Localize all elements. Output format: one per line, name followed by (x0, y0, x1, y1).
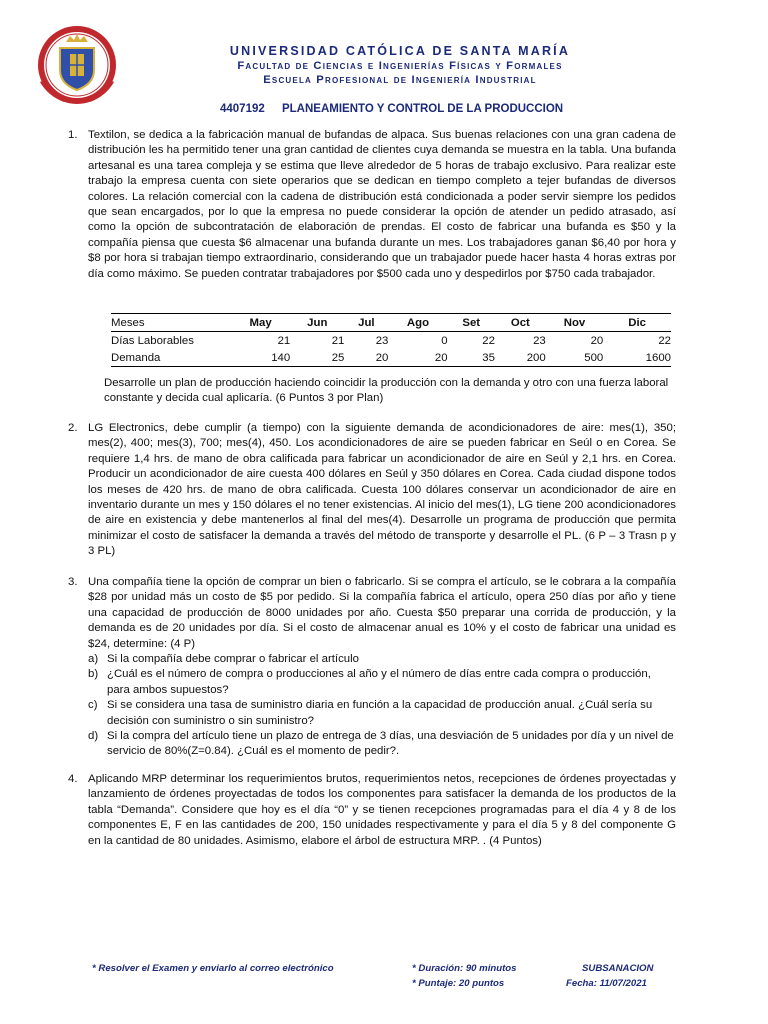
table-cell: 200 (495, 349, 546, 367)
footer-duration: * Duración: 90 minutos (412, 963, 517, 974)
table-cell: 21 (331, 334, 345, 347)
sub-item (88, 652, 676, 667)
question-number: 2. (68, 422, 78, 434)
question-2 (68, 421, 676, 560)
school-name: Escuela Profesional de Ingeniería Industrial (263, 74, 537, 86)
sub-item-label: b) (88, 668, 99, 681)
table-cell: 25 (290, 349, 344, 367)
question-1-instruction (104, 376, 676, 407)
sub-item-label: a) (88, 653, 99, 666)
instruction-text: Desarrolle un plan de producción haciendo coincidir la producción con la demanda y otro con una fuerza laboral constante y decida cual aplicaría. (6 Puntos 3 por Plan) (104, 377, 669, 405)
question-number: 3. (68, 576, 78, 588)
demand-table (111, 313, 671, 367)
question-4 (68, 772, 676, 849)
university-seal-icon (36, 24, 118, 106)
month-cell: Nov (546, 314, 604, 332)
question-3 (68, 575, 676, 760)
table-row (111, 332, 671, 350)
sub-item (88, 698, 676, 729)
question-1 (68, 128, 676, 282)
question-number: 4. (68, 773, 78, 785)
sub-item-text: ¿Cuál es el número de compra o producciones al año y el número de días entre cada compra o producción, para ambos supuestos? (107, 668, 651, 696)
month-cell: Set (448, 314, 495, 332)
table-header-row (111, 314, 671, 332)
question-text: Textilon, se dedica a la fabricación manual de bufandas de alpaca. Sus buenas relaciones con una gran cadena de distribución les ha permitido tener una gran cantidad de clientes cuya demanda se muestra en la tabla. Una bufanda artesanal es una tarea compleja y se estima que lleve alrededor de 5 horas de trabajo exclusivo. Para realizar este trabajo la empresa cuenta con siete operarios que se dedican en tiempo completo a tejer bufandas de diversos colores. La relación comercial con la cadena de distribución está condicionada a poder servir siempre los pedidos que sean encargados, por lo que la empresa no puede considerar la opción de atender un pedido atrasado, así como la opción de subcontratación de elaboración de prendas. El costo de fabricar una bufanda es $50 y la compañía piensa que cuesta $6 almacenar una bufanda durante un mes. Los trabajadores ganan $6,40 por hora y $8 por hora si trabajan tiempo extraordinario, considerando que un trabajador puede hacer hasta 4 horas extras por día como máximo. Se pueden contratar trabajadores por $500 cada uno y despedirlos por $750 cada trabajador. (88, 129, 676, 280)
table-cell: 35 (448, 349, 495, 367)
table-header-label: Meses (111, 314, 231, 332)
month-cell: Jul (344, 314, 388, 332)
footer-exam-type: SUBSANACION (582, 963, 654, 974)
course-title (220, 103, 640, 115)
question-text: LG Electronics, debe cumplir (a tiempo) con la siguiente demanda de acondicionadores de aire: mes(1), 350; mes(2), 400; mes(3), 700; mes(4), 450. Los acondicionadores de aire se pueden fabricar en Seúl o en Corea. Se requiere 1,4 hrs. de mano de obra calificada para fabricar un acondicionador de aire en Seúl y 2,1 hrs. en Corea. Producir un acondicionador de aire cuesta 400 dólares en Seúl y 350 dólares en Corea. Cada ciudad dispone todos los meses de 420 hrs. de mano de obra calificada. Cuesta 100 dólares conservar un acondicionador de aire en inventario durante un mes y 150 dólares el no tener existencias. Al inicio del mes(1), LG tiene 200 acondicionadores de aire en existencia y debe mantenerlos al final del mes(4). Desarrolle un programa de producción que permita minimizar el costo de satisfacer la demanda a través del método de transporte y desarrolle el PL. (6 P – 3 Trasn p y 3 PL) (88, 422, 676, 558)
footer-date: Fecha: 11/07/2021 (566, 978, 647, 989)
sub-item-label: d) (88, 730, 99, 743)
month-cell: Ago (388, 314, 447, 332)
table-cell: 20 (344, 349, 388, 367)
table-cell: 20 (590, 334, 604, 347)
question-number: 1. (68, 129, 78, 141)
course-name: PLANEAMIENTO Y CONTROL DE LA PRODUCCION (281, 103, 564, 115)
table-cell: 22 (658, 334, 671, 347)
faculty-name: Facultad de Ciencias e Ingenierías Físicas y Formales (237, 60, 563, 72)
university-name: UNIVERSIDAD CATÓLICA DE SANTA MARÍA (229, 44, 571, 58)
sub-item-text: Si la compra del artículo tiene un plazo de entrega de 3 días, una desviación de 5 unidades por día y un nivel de servicio de 80%(Z=0.84). ¿Cuál es el momento de pedir?. (107, 730, 674, 758)
sub-item (88, 667, 676, 698)
table-cell: 23 (533, 334, 546, 347)
sub-item (88, 729, 676, 760)
table-cell: 500 (546, 349, 604, 367)
month-cell: May (231, 314, 290, 332)
table-cell: 1600 (603, 349, 671, 367)
month-cell: Dic (603, 314, 671, 332)
month-cell: Oct (495, 314, 546, 332)
table-row (111, 349, 671, 367)
row-label: Demanda (111, 349, 231, 367)
table-cell: 23 (375, 334, 389, 347)
table-cell: 22 (482, 334, 495, 347)
question-text: Una compañía tiene la opción de comprar un bien o fabricarlo. Si se compra el artículo, se le cobrara a la compañía $28 por unidad más un costo de $5 por pedido. Si la compañía fabrica el artículo, opera 250 días por año y tiene una capacidad de producción de 8000 unidades por año. Cuesta $50 preparar una corrida de producción, y la demanda es de 20 unidades por día. Si el costo de almacenar anual es 10% y el costo de fabricar una unidad es $24, determine: (4 P) (88, 576, 676, 650)
table-cell: 0 (441, 334, 448, 347)
table-cell: 20 (388, 349, 447, 367)
footer-instruction: * Resolver el Examen y enviarlo al correo electrónico (92, 963, 334, 974)
row-label: Días Laborables (111, 334, 194, 347)
table-cell: 140 (231, 349, 290, 367)
sub-item-text: Si se considera una tasa de suministro diaria en función a la capacidad de producción anual. ¿Cuál sería su decisión con suministro o sin suministro? (107, 699, 653, 727)
table-cell: 21 (277, 334, 291, 347)
sub-item-text: Si la compañía debe comprar o fabricar el artículo (107, 653, 359, 666)
sub-item-label: c) (88, 699, 98, 712)
question-text: Aplicando MRP determinar los requerimientos brutos, requerimientos netos, recepciones de órdenes proyectadas y lanzamiento de órdenes proyectadas de todos los componentes para satisfacer la demanda de los productos de la tabla “Demanda”. Considere que hoy es el día “0” y se tienen recepciones programadas para el día 4 y 8 de los componentes E, F en las cantidades de 200, 150 unidades respectivamente y para el día 5 y 8 del componente G en la cantidad de 80 unidades. Asimismo, elabore el árbol de estructura MRP. . (4 Puntos) (88, 773, 676, 847)
month-cell: Jun (290, 314, 344, 332)
course-code: 4407192 (220, 103, 265, 115)
footer-score: * Puntaje: 20 puntos (412, 978, 505, 989)
